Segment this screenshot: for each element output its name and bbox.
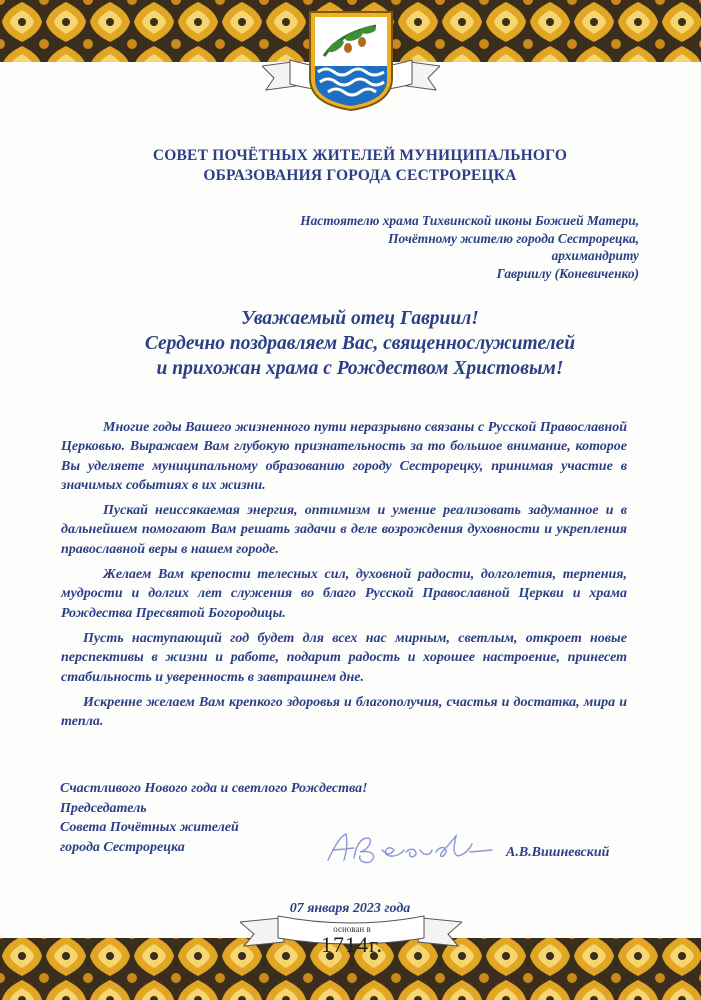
addressee-block xyxy=(300,212,639,282)
signer-title-line-1: Председатель xyxy=(60,800,147,816)
closing-wish: Счастливого Нового года и светлого Рождества! xyxy=(60,781,368,796)
addressee-line-4: Гавриилу (Коневиченко) xyxy=(496,265,639,281)
header-line-1: СОВЕТ ПОЧЁТНЫХ ЖИТЕЛЕЙ МУНИЦИПАЛЬНОГО xyxy=(152,147,568,164)
header-line-2: ОБРАЗОВАНИЯ ГОРОДА СЕСТРОРЕЦКА xyxy=(203,167,517,184)
body-paragraph-2: Пускай неиссякаемая энергия, оптимизм и умение реализовать задуманное и в дальнейшем помогают Вам решать задачи в деле возрождения духовности и укрепления православной веры в нашем городе. xyxy=(61,503,627,557)
founded-plaque xyxy=(300,917,404,963)
signer-title-line-2: Совета Почётных жителей xyxy=(60,820,239,835)
greeting-line-3: и прихожан храма с Рождеством Христовым! xyxy=(156,358,564,379)
addressee-line-3: архимандриту xyxy=(551,248,639,263)
greeting-line-2: Сердечно поздравляем Вас, священнослужителей xyxy=(144,333,576,354)
handwritten-signature xyxy=(320,828,500,868)
council-header xyxy=(60,146,660,186)
body-paragraph-1: Многие годы Вашего жизненного пути неразрывно связаны с Русской Православной Церковью. Выражаем Вам глубокую признательность за то большое внимание, которое Вы уделяете муниципальному образованию городу Сестрорецку, принимая участие в значимых событиях в их жизни. xyxy=(61,420,627,493)
greeting-block xyxy=(60,306,660,381)
body-paragraph-4: Пусть наступающий год будет для всех нас мирным, светлым, откроет новые перспективы в жизни и работе, подарит радость и хорошее настроение, принесет стабильность и уверенность в завтрашнем дне. xyxy=(61,630,627,685)
letter-date: 07 января 2023 года xyxy=(289,901,411,916)
letter-body xyxy=(61,418,627,737)
greeting-line-1: Уважаемый отец Гавриил! xyxy=(241,308,479,329)
founded-year: 1714г. xyxy=(320,932,384,957)
addressee-line-1: Настоятелю храма Тихвинской иконы Божией Матери, xyxy=(300,213,639,228)
signer-title-line-3: города Сестрорецка xyxy=(60,839,185,855)
body-paragraph-5: Искренне желаем Вам крепкого здоровья и благополучия, счастья и достатка, мира и тепла. xyxy=(61,694,627,730)
founded-label: основан в xyxy=(333,924,371,934)
coat-of-arms xyxy=(306,8,396,112)
addressee-line-2: Почётному жителю города Сестрорецка, xyxy=(388,230,639,246)
signer-name: А.В.Вишневский xyxy=(506,845,610,860)
body-paragraph-3: Желаем Вам крепости телесных сил, духовной радости, долголетия, терпения, мудрости и долгих лет служения во благо Русской Православной Церкви и храма Рождества Пресвятой Богородицы. xyxy=(61,567,627,621)
